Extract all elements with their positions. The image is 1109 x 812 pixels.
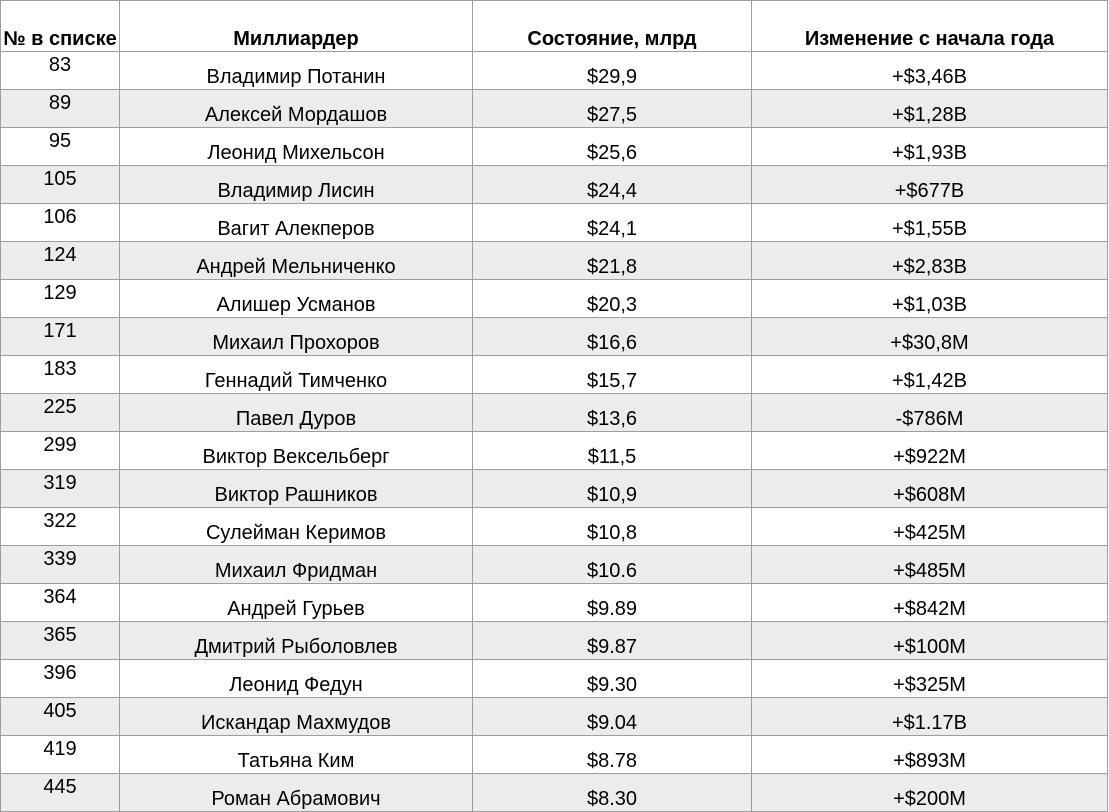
- cell-rank: 364: [1, 584, 120, 622]
- cell-worth: $9.30: [473, 660, 752, 698]
- table-row: [1, 508, 1108, 546]
- cell-worth: $29,9: [473, 52, 752, 90]
- cell-change: +$1,42B: [752, 356, 1108, 394]
- table-row: [1, 394, 1108, 432]
- cell-change: +$325M: [752, 660, 1108, 698]
- cell-name: Андрей Мельниченко: [120, 242, 473, 280]
- header-rank: № в списке: [1, 1, 120, 52]
- cell-change: +$2,83B: [752, 242, 1108, 280]
- cell-change: +$922M: [752, 432, 1108, 470]
- cell-name: Геннадий Тимченко: [120, 356, 473, 394]
- cell-name: Виктор Рашников: [120, 470, 473, 508]
- header-row: [1, 1, 1108, 52]
- cell-rank: 183: [1, 356, 120, 394]
- table-row: [1, 356, 1108, 394]
- cell-worth: $16,6: [473, 318, 752, 356]
- cell-rank: 299: [1, 432, 120, 470]
- cell-name: Леонид Федун: [120, 660, 473, 698]
- table-row: [1, 166, 1108, 204]
- cell-change: +$3,46B: [752, 52, 1108, 90]
- cell-change: +$677B: [752, 166, 1108, 204]
- cell-name: Леонид Михельсон: [120, 128, 473, 166]
- cell-name: Виктор Вексельберг: [120, 432, 473, 470]
- cell-name: Искандар Махмудов: [120, 698, 473, 736]
- cell-worth: $10,9: [473, 470, 752, 508]
- table-row: [1, 128, 1108, 166]
- cell-change: +$485M: [752, 546, 1108, 584]
- cell-name: Павел Дуров: [120, 394, 473, 432]
- cell-rank: 365: [1, 622, 120, 660]
- table-row: [1, 698, 1108, 736]
- cell-name: Михаил Фридман: [120, 546, 473, 584]
- cell-name: Роман Абрамович: [120, 774, 473, 812]
- cell-name: Владимир Лисин: [120, 166, 473, 204]
- cell-rank: 225: [1, 394, 120, 432]
- cell-worth: $11,5: [473, 432, 752, 470]
- cell-change: +$1,55B: [752, 204, 1108, 242]
- table-row: [1, 584, 1108, 622]
- cell-change: +$200M: [752, 774, 1108, 812]
- cell-worth: $21,8: [473, 242, 752, 280]
- cell-rank: 339: [1, 546, 120, 584]
- cell-change: +$100M: [752, 622, 1108, 660]
- cell-rank: 319: [1, 470, 120, 508]
- table-row: [1, 774, 1108, 812]
- table-row: [1, 736, 1108, 774]
- cell-name: Вагит Алекперов: [120, 204, 473, 242]
- cell-worth: $27,5: [473, 90, 752, 128]
- cell-change: +$425M: [752, 508, 1108, 546]
- cell-name: Андрей Гурьев: [120, 584, 473, 622]
- cell-change: +$1,93B: [752, 128, 1108, 166]
- table-row: [1, 660, 1108, 698]
- cell-rank: 171: [1, 318, 120, 356]
- cell-worth: $8.30: [473, 774, 752, 812]
- cell-rank: 83: [1, 52, 120, 90]
- cell-worth: $24,4: [473, 166, 752, 204]
- table-row: [1, 318, 1108, 356]
- cell-name: Сулейман Керимов: [120, 508, 473, 546]
- cell-rank: 89: [1, 90, 120, 128]
- cell-name: Дмитрий Рыболовлев: [120, 622, 473, 660]
- cell-name: Алишер Усманов: [120, 280, 473, 318]
- cell-name: Михаил Прохоров: [120, 318, 473, 356]
- cell-rank: 106: [1, 204, 120, 242]
- cell-rank: 129: [1, 280, 120, 318]
- cell-change: +$1,28B: [752, 90, 1108, 128]
- cell-rank: 124: [1, 242, 120, 280]
- table-row: [1, 622, 1108, 660]
- cell-worth: $13,6: [473, 394, 752, 432]
- table-row: [1, 280, 1108, 318]
- cell-worth: $9.87: [473, 622, 752, 660]
- cell-worth: $15,7: [473, 356, 752, 394]
- table-row: [1, 432, 1108, 470]
- cell-change: +$842M: [752, 584, 1108, 622]
- table-row: [1, 546, 1108, 584]
- cell-change: +$30,8M: [752, 318, 1108, 356]
- cell-worth: $25,6: [473, 128, 752, 166]
- cell-name: Татьяна Ким: [120, 736, 473, 774]
- cell-name: Алексей Мордашов: [120, 90, 473, 128]
- cell-change: +$608M: [752, 470, 1108, 508]
- table-header: [1, 1, 1108, 52]
- cell-worth: $9.89: [473, 584, 752, 622]
- cell-rank: 95: [1, 128, 120, 166]
- cell-rank: 419: [1, 736, 120, 774]
- cell-change: +$1.17B: [752, 698, 1108, 736]
- cell-change: +$1,03B: [752, 280, 1108, 318]
- cell-worth: $20,3: [473, 280, 752, 318]
- cell-rank: 405: [1, 698, 120, 736]
- table-row: [1, 90, 1108, 128]
- header-name: Миллиардер: [120, 1, 473, 52]
- cell-worth: $10.6: [473, 546, 752, 584]
- cell-rank: 322: [1, 508, 120, 546]
- cell-rank: 396: [1, 660, 120, 698]
- cell-rank: 445: [1, 774, 120, 812]
- table-row: [1, 204, 1108, 242]
- cell-worth: $10,8: [473, 508, 752, 546]
- cell-change: -$786M: [752, 394, 1108, 432]
- header-change: Изменение с начала года: [752, 1, 1108, 52]
- table-body: [1, 52, 1108, 812]
- cell-worth: $9.04: [473, 698, 752, 736]
- table-row: [1, 52, 1108, 90]
- cell-name: Владимир Потанин: [120, 52, 473, 90]
- cell-worth: $24,1: [473, 204, 752, 242]
- cell-change: +$893M: [752, 736, 1108, 774]
- header-worth: Состояние, млрд: [473, 1, 752, 52]
- cell-rank: 105: [1, 166, 120, 204]
- table-row: [1, 470, 1108, 508]
- table-row: [1, 242, 1108, 280]
- cell-worth: $8.78: [473, 736, 752, 774]
